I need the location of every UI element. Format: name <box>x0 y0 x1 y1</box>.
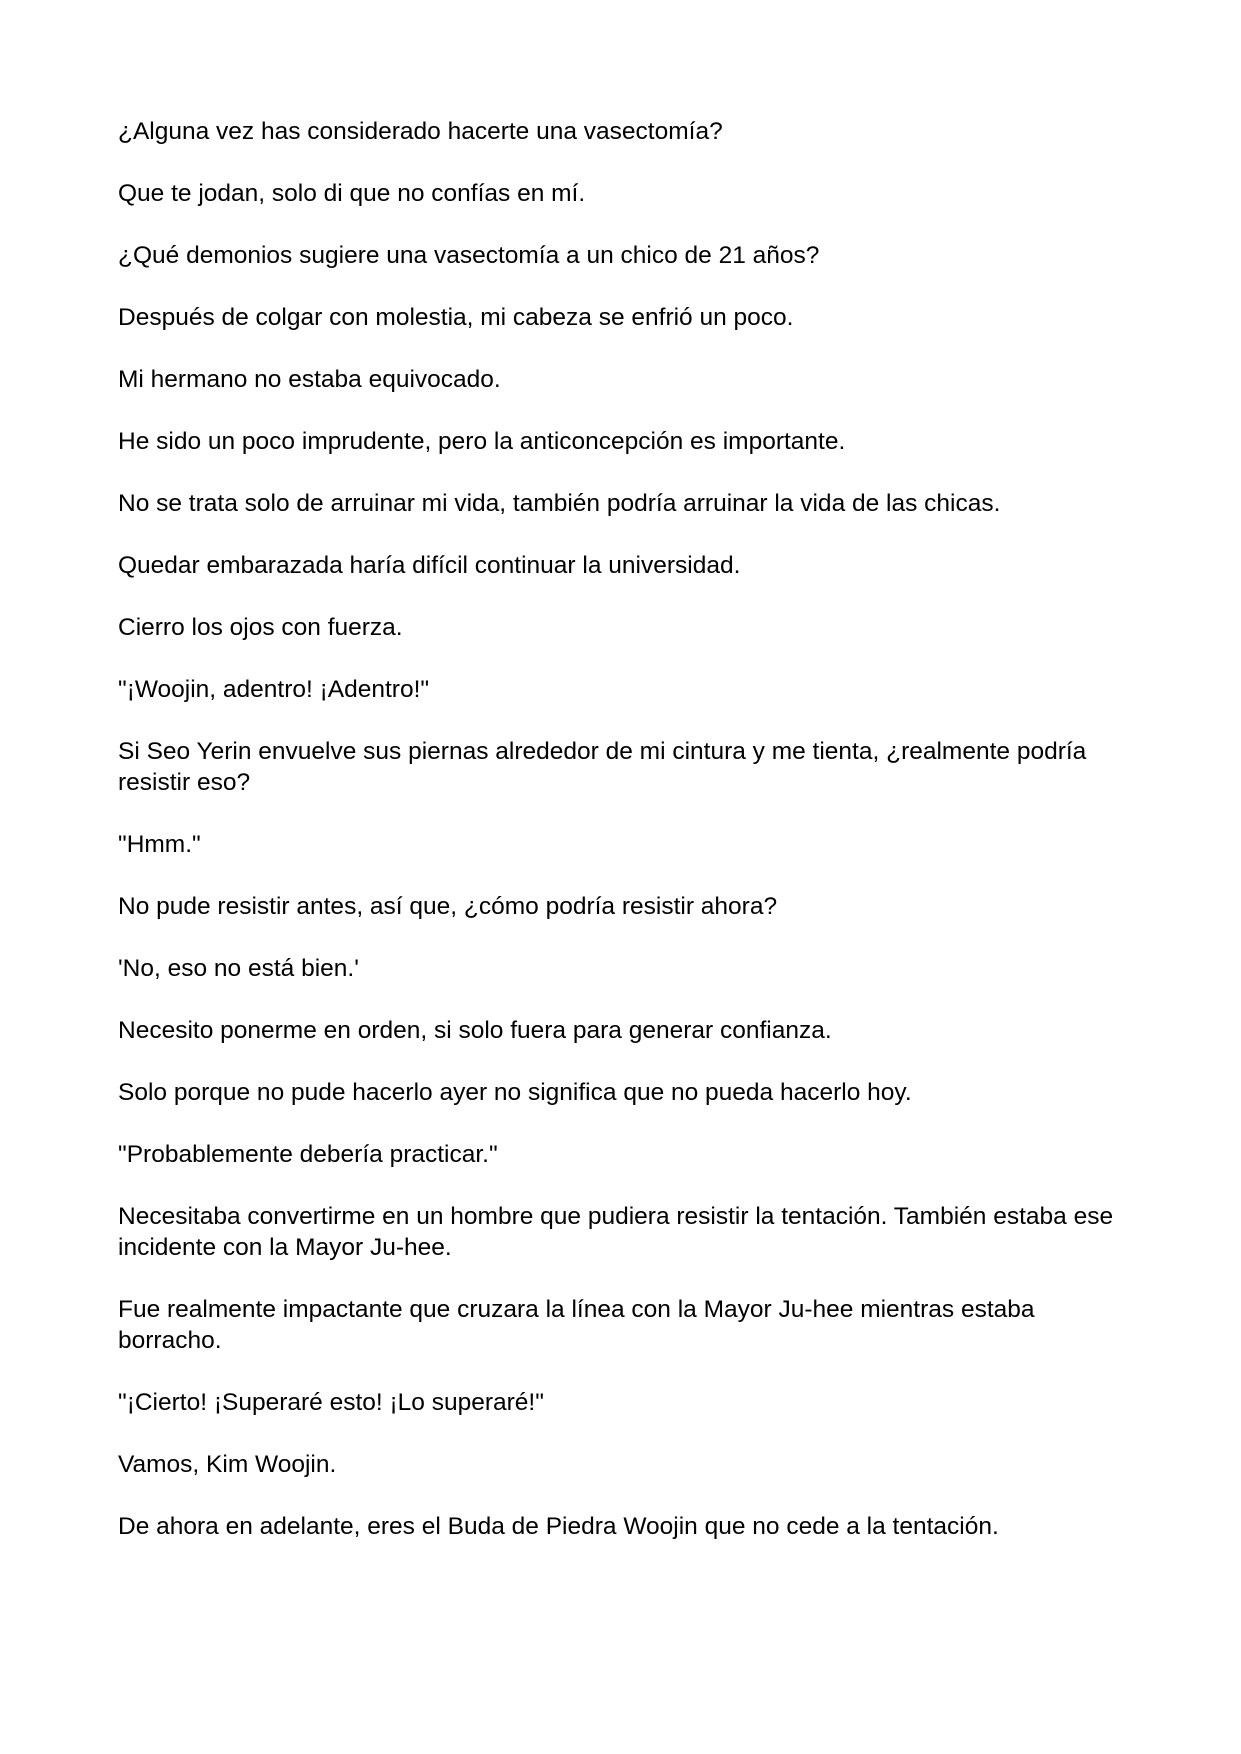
paragraph: Después de colgar con molestia, mi cabeza se enfrió un poco. <box>118 304 794 331</box>
paragraph: ¿Qué demonios sugiere una vasectomía a un chico de 21 años? <box>118 242 820 269</box>
paragraph: "Hmm." <box>118 831 201 858</box>
paragraph: Solo porque no pude hacerlo ayer no significa que no pueda hacerlo hoy. <box>118 1079 912 1106</box>
paragraph: Quedar embarazada haría difícil continuar la universidad. <box>118 552 741 579</box>
paragraph: Necesitaba convertirme en un hombre que pudiera resistir la tentación. También estaba ese incidente con la Mayor Ju-hee. <box>118 1203 1114 1261</box>
paragraph: "¡Cierto! ¡Superaré esto! ¡Lo superaré!" <box>118 1389 544 1416</box>
paragraph: Que te jodan, solo di que no confías en mí. <box>118 180 586 207</box>
paragraph: 'No, eso no está bien.' <box>118 955 359 982</box>
paragraph: No pude resistir antes, así que, ¿cómo podría resistir ahora? <box>118 893 778 920</box>
paragraph: Si Seo Yerin envuelve sus piernas alrededor de mi cintura y me tienta, ¿realmente podría resistir eso? <box>118 738 1087 796</box>
paragraph: No se trata solo de arruinar mi vida, también podría arruinar la vida de las chicas. <box>118 490 1001 517</box>
paragraph: He sido un poco imprudente, pero la anticoncepción es importante. <box>118 428 846 455</box>
paragraph: Mi hermano no estaba equivocado. <box>118 366 501 393</box>
paragraph: Necesito ponerme en orden, si solo fuera para generar confianza. <box>118 1017 832 1044</box>
paragraph: ¿Alguna vez has considerado hacerte una vasectomía? <box>118 118 723 145</box>
document-body <box>118 116 1128 1573</box>
paragraph: Cierro los ojos con fuerza. <box>118 614 403 641</box>
paragraph: Vamos, Kim Woojin. <box>118 1451 337 1478</box>
paragraph: "¡Woojin, adentro! ¡Adentro!" <box>118 676 430 703</box>
paragraph: De ahora en adelante, eres el Buda de Piedra Woojin que no cede a la tentación. <box>118 1513 999 1540</box>
paragraph: "Probablemente debería practicar." <box>118 1141 498 1168</box>
paragraph: Fue realmente impactante que cruzara la línea con la Mayor Ju-hee mientras estaba borracho. <box>118 1296 1035 1354</box>
